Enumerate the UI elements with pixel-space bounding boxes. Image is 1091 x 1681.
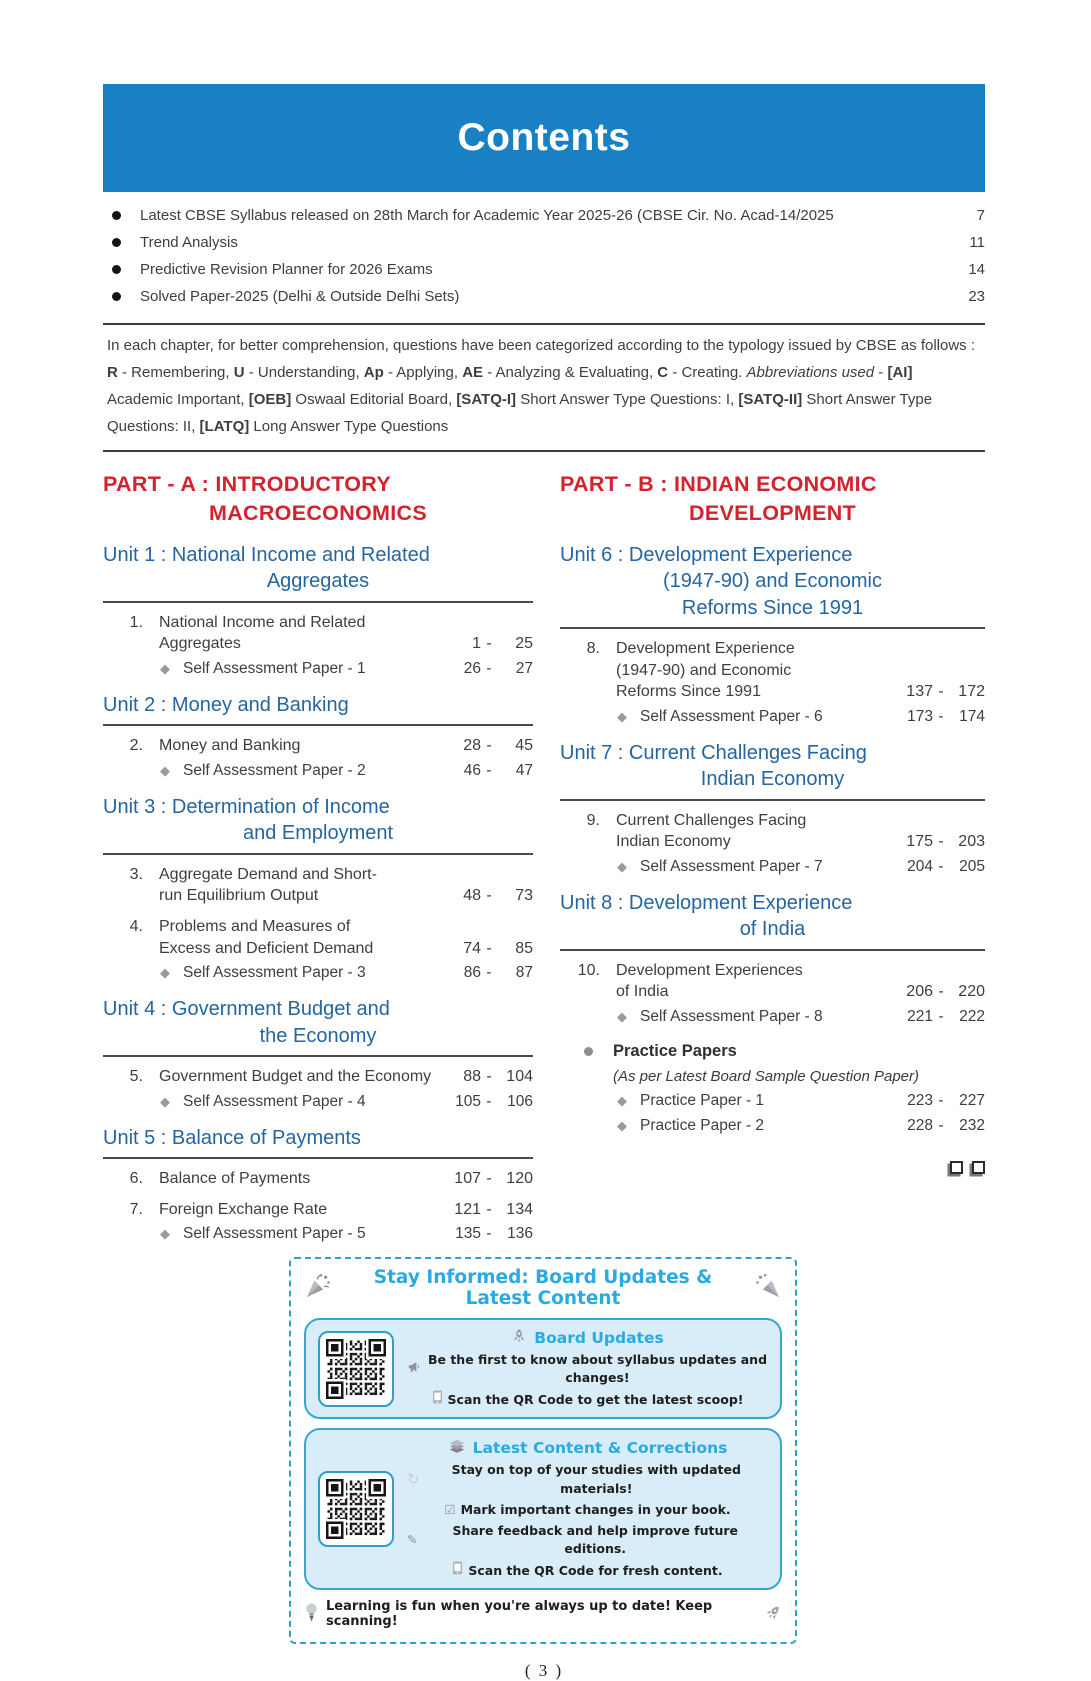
diamond-bullet-icon: ◆ xyxy=(617,708,627,724)
latest-content-card xyxy=(304,1428,782,1590)
chapter-pages: 28 - 45 xyxy=(463,737,533,755)
bullet-icon xyxy=(584,1047,593,1056)
practice-papers-heading: Practice Papers xyxy=(560,1042,985,1061)
unit-1-heading: Unit 1 : National Income and Related Aggregates xyxy=(103,542,533,603)
chapter-pages: 107 - 120 xyxy=(454,1169,533,1187)
part-a-heading-line: MACROECONOMICS xyxy=(208,501,427,526)
card-text-line: ☑ Mark important changes in your book. xyxy=(407,1501,768,1519)
unit-3-heading: Unit 3 : Determination of Income and Employment xyxy=(103,794,533,855)
chapter-pages: 173 - 174 xyxy=(907,707,985,725)
phone-scan-icon xyxy=(432,1390,443,1409)
toc-chapter-row xyxy=(103,612,533,655)
card-text-line: Be the first to know about syllabus updates and changes! xyxy=(407,1351,768,1387)
stay-informed-title: Stay Informed: Board Updates & Latest Content xyxy=(373,1267,713,1310)
books-icon xyxy=(448,1438,466,1458)
diamond-bullet-icon: ◆ xyxy=(160,1226,170,1242)
self-assessment-row: ◆ Self Assessment Paper - 2 46 - 47 xyxy=(160,761,533,779)
page-title: Contents xyxy=(457,116,631,159)
chapter-title: Money and Banking xyxy=(159,737,301,755)
qr-code xyxy=(318,1471,394,1547)
chapter-pages: 86 - 87 xyxy=(463,964,533,982)
chapter-pages: 175 - 203 xyxy=(906,833,985,851)
chapter-pages: 105 - 106 xyxy=(455,1092,533,1110)
front-matter-page: 7 xyxy=(976,207,985,224)
chapter-title: Aggregate Demand and Short- run Equilibrium Output xyxy=(159,865,377,905)
rocket-icon xyxy=(765,1604,782,1625)
pencil-icon: ✎ xyxy=(407,1531,418,1547)
chapter-pages: 88 - 104 xyxy=(463,1067,533,1085)
toc-chapter-row xyxy=(560,960,985,1003)
chapter-pages: 206 - 220 xyxy=(906,983,985,1001)
chapter-pages: 26 - 27 xyxy=(463,660,533,677)
self-assessment-row: ◆ Self Assessment Paper - 4 105 - 106 xyxy=(160,1092,533,1110)
toc-chapter-row xyxy=(560,638,985,703)
front-matter-label: Trend Analysis xyxy=(140,234,238,251)
diamond-bullet-icon: ◆ xyxy=(160,1093,170,1109)
end-of-contents-squares xyxy=(560,1161,985,1181)
toc-chapter-row xyxy=(103,1066,533,1088)
front-matter-label: Solved Paper-2025 (Delhi & Outside Delhi Sets) xyxy=(140,288,460,305)
toc-chapter-row xyxy=(103,916,533,959)
rocket-icon xyxy=(511,1328,527,1348)
chapter-pages: 135 - 136 xyxy=(455,1225,533,1243)
toc-chapter-row xyxy=(103,864,533,907)
chapter-title: Development Experiences of India xyxy=(616,961,803,1001)
contents-page xyxy=(103,84,985,1681)
stay-informed-box xyxy=(289,1257,797,1644)
unit-7-heading: Unit 7 : Current Challenges Facing Indian Economy xyxy=(560,740,985,801)
party-popper-icon xyxy=(754,1272,782,1304)
card-text-line: ✎ Share feedback and help improve future editions. xyxy=(407,1522,739,1556)
toc-chapter-row xyxy=(103,1199,533,1221)
practice-paper-row: ◆ Practice Paper - 1 223 - 227 xyxy=(617,1091,985,1109)
chapter-number: 10. xyxy=(577,961,600,979)
practice-paper-row: ◆ Practice Paper - 2 228 - 232 xyxy=(617,1116,985,1134)
chapter-pages: 74 - 85 xyxy=(463,939,533,957)
unit-6-heading: Unit 6 : Development Experience (1947-90) and Economic Reforms Since 1991 xyxy=(560,542,985,629)
part-b-heading-line: DEVELOPMENT xyxy=(689,501,856,526)
front-matter-page: 14 xyxy=(968,261,985,278)
part-b-heading-line: PART - B : INDIAN ECONOMIC xyxy=(560,472,877,496)
stay-informed-footer: Learning is fun when you're always up to date! Keep scanning! xyxy=(304,1599,782,1629)
self-assessment-row: ◆ Self Assessment Paper - 1 26 - 27 xyxy=(160,660,533,677)
chapter-title: Current Challenges Facing Indian Economy xyxy=(616,811,807,851)
unit-5-heading: Unit 5 : Balance of Payments xyxy=(103,1125,533,1159)
diamond-bullet-icon: ◆ xyxy=(160,965,170,981)
chapter-number: 8. xyxy=(586,640,600,658)
qr-code xyxy=(318,1331,394,1407)
front-matter-list xyxy=(103,202,985,310)
diamond-bullet-icon: ◆ xyxy=(617,858,627,874)
toc-chapter-row xyxy=(560,810,985,853)
chapter-pages: 46 - 47 xyxy=(463,761,533,779)
diamond-bullet-icon: ◆ xyxy=(160,762,170,778)
chapter-title: Development Experience (1947-90) and Economic Reforms Since 1991 xyxy=(616,640,795,701)
toc-right-column xyxy=(560,470,985,1243)
board-updates-card xyxy=(304,1318,782,1419)
self-assessment-row: ◆ Self Assessment Paper - 6 173 - 174 xyxy=(617,707,985,725)
bullet-icon xyxy=(112,292,121,301)
self-assessment-row: ◆ Self Assessment Paper - 3 86 - 87 xyxy=(160,964,533,982)
chapter-number: 2. xyxy=(129,737,143,755)
phone-scan-icon xyxy=(452,1561,463,1580)
card-text-line: Scan the QR Code to get the latest scoop! xyxy=(407,1390,768,1409)
front-matter-row xyxy=(103,256,985,283)
board-updates-heading: Board Updates xyxy=(407,1328,768,1348)
megaphone-icon xyxy=(407,1359,422,1379)
chapter-pages: 204 - 205 xyxy=(907,857,985,875)
practice-papers-block xyxy=(560,1042,985,1135)
chapter-pages: 221 - 222 xyxy=(907,1007,985,1025)
chapter-number: 9. xyxy=(586,811,600,829)
chapter-number: 5. xyxy=(129,1067,143,1085)
chapter-pages: 223 - 227 xyxy=(907,1091,985,1109)
bullet-icon xyxy=(112,265,121,274)
chapter-pages: 1 - 25 xyxy=(472,635,533,653)
unit-4-heading: Unit 4 : Government Budget and the Economy xyxy=(103,996,533,1057)
refresh-icon: ↻ xyxy=(407,1469,420,1488)
toc-chapter-row xyxy=(103,735,533,757)
unit-2-heading: Unit 2 : Money and Banking xyxy=(103,692,533,726)
chapter-title: Problems and Measures of Excess and Deficient Demand xyxy=(159,917,374,957)
diamond-bullet-icon: ◆ xyxy=(160,661,170,676)
chapter-pages: 228 - 232 xyxy=(907,1116,985,1134)
card-text-line: Scan the QR Code for fresh content. xyxy=(407,1561,768,1580)
chapter-title: Government Budget and the Economy xyxy=(159,1067,432,1085)
toc-left-column xyxy=(103,470,533,1243)
front-matter-row xyxy=(103,202,985,229)
part-b-heading xyxy=(560,470,985,528)
practice-papers-subtitle: (As per Latest Board Sample Question Paper) xyxy=(613,1067,919,1085)
unit-8-heading: Unit 8 : Development Experience of India xyxy=(560,890,985,951)
party-popper-icon xyxy=(304,1272,332,1304)
diamond-bullet-icon: ◆ xyxy=(617,1117,627,1133)
part-a-heading-line: PART - A : INTRODUCTORY xyxy=(103,472,391,496)
chapter-title: National Income and Related Aggregates xyxy=(159,613,366,653)
diamond-bullet-icon: ◆ xyxy=(617,1008,627,1024)
bullet-icon xyxy=(112,238,121,247)
chapter-pages: 137 - 172 xyxy=(906,683,985,701)
chapter-number: 1. xyxy=(129,613,143,631)
chapter-number: 6. xyxy=(129,1169,143,1187)
front-matter-row xyxy=(103,283,985,310)
front-matter-row xyxy=(103,229,985,256)
chapter-pages: 121 - 134 xyxy=(454,1200,533,1218)
chapter-number: 4. xyxy=(129,917,143,935)
checkbox-icon: ☑ xyxy=(444,1501,456,1517)
bullet-icon xyxy=(112,211,121,220)
front-matter-page: 23 xyxy=(968,288,985,305)
card-text-line: ↻ Stay on top of your studies with updated materials! xyxy=(407,1462,741,1496)
part-a-heading xyxy=(103,470,533,528)
diamond-bullet-icon: ◆ xyxy=(617,1092,627,1108)
typology-note-text: In each chapter, for better comprehension, questions have been categorized according to the typology issued by CBSE as follows : R - Remembering, U - Understanding, Ap - Applying, AE - Analyzing & Evaluating, C - Creating. Abbreviations used - [AI] Academic Important, [OEB] Oswaal Editorial Board, [SATQ-I] Short Answer Type Questions: I, [SATQ-II] Short Answer Type Questions: II, [LATQ] Long Answer Type Questions xyxy=(107,337,976,435)
front-matter-label: Latest CBSE Syllabus released on 28th March for Academic Year 2025-26 (CBSE Cir. No. Acad-14/2025 xyxy=(140,207,834,224)
typology-note xyxy=(103,323,985,452)
chapter-number: 7. xyxy=(129,1200,143,1218)
square-icon xyxy=(972,1161,985,1174)
latest-content-heading: Latest Content & Corrections xyxy=(407,1438,768,1458)
chapter-title: Foreign Exchange Rate xyxy=(159,1200,328,1218)
self-assessment-row: ◆ Self Assessment Paper - 8 221 - 222 xyxy=(617,1007,985,1025)
chapter-number: 3. xyxy=(129,865,143,883)
contents-banner xyxy=(103,84,985,192)
front-matter-page: 11 xyxy=(969,234,985,251)
square-icon xyxy=(950,1161,963,1174)
chapter-pages: 48 - 73 xyxy=(463,887,533,905)
chapter-title: Balance of Payments xyxy=(159,1169,311,1187)
toc-chapter-row xyxy=(103,1168,533,1190)
page-number: ( 3 ) xyxy=(524,1661,564,1681)
self-assessment-row: ◆ Self Assessment Paper - 7 204 - 205 xyxy=(617,857,985,875)
front-matter-label: Predictive Revision Planner for 2026 Exams xyxy=(140,261,433,278)
lightbulb-icon xyxy=(304,1602,319,1626)
self-assessment-row: ◆ Self Assessment Paper - 5 135 - 136 xyxy=(160,1225,533,1243)
